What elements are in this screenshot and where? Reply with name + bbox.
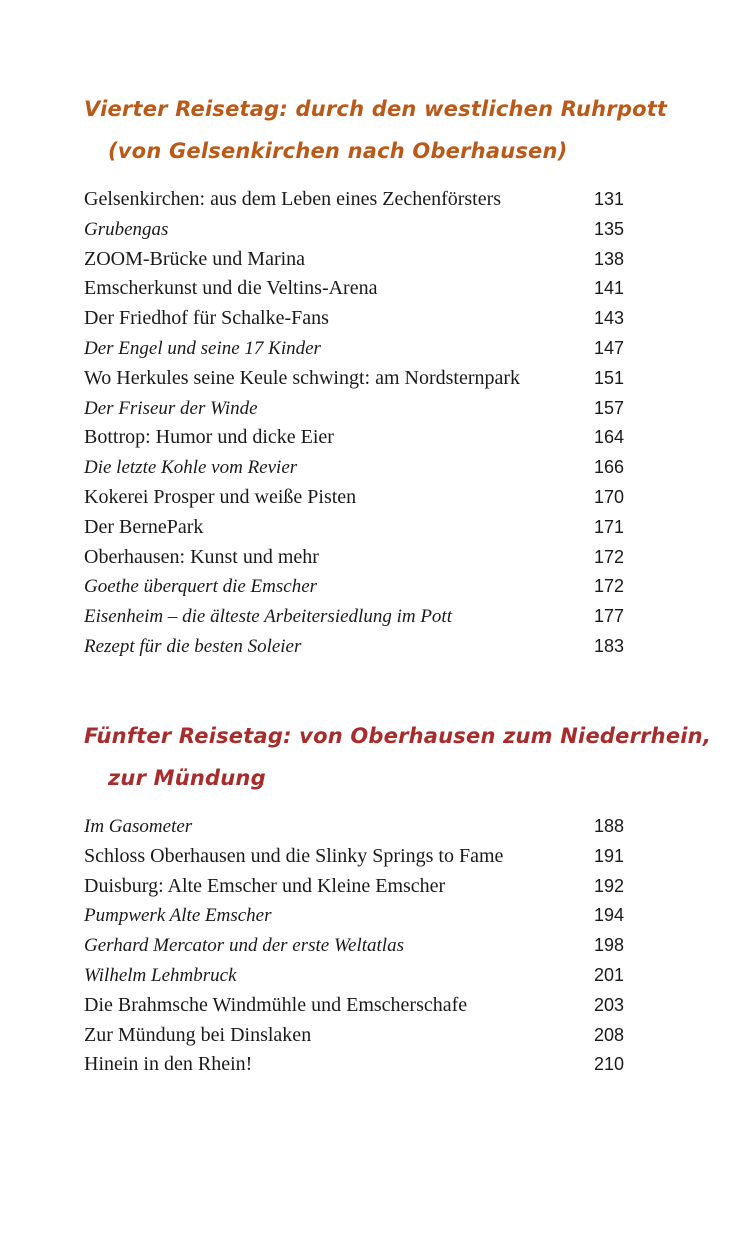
toc-entry-page-number: 131 (593, 189, 624, 209)
toc-entry-title: Grubengas (84, 218, 169, 240)
toc-entry-title: Wilhelm Lehmbruck (84, 964, 237, 986)
toc-entry-page-number: 172 (593, 546, 624, 567)
toc-entry-title: Pumpwerk Alte Emscher (84, 905, 272, 927)
toc-entry-title: Schloss Oberhausen und die Slinky Springs to Fame (84, 844, 504, 867)
toc-entry-page-number: 147 (593, 337, 624, 358)
toc-entry (84, 961, 624, 991)
toc-entry-title: Duisburg: Alte Emscher und Kleine Emscher (84, 874, 446, 897)
toc-entry-page-number: 164 (593, 427, 624, 448)
toc-entry (84, 185, 624, 215)
toc-entry (84, 394, 624, 424)
toc-entry-title: Kokerei Prosper und weiße Pisten (84, 485, 357, 508)
section-heading-line-2: (von Gelsenkirchen nach Oberhausen) (108, 139, 568, 163)
toc-section-day-5 (84, 715, 712, 1080)
toc-entry-title: Der BernePark (84, 515, 204, 538)
toc-entry (84, 483, 624, 513)
toc-entry-page-number: 143 (593, 308, 624, 329)
toc-entry-page-number: 183 (593, 635, 624, 656)
toc-entry-title: Emscherkunst und die Veltins-Arena (84, 277, 378, 300)
toc-entry-title: Gelsenkirchen: aus dem Leben eines Zechenförsters (84, 188, 502, 210)
section-heading (84, 715, 712, 799)
toc-entry (84, 931, 624, 961)
toc-entry-page-number: 177 (593, 606, 624, 627)
toc-entry (84, 364, 624, 394)
toc-entry (84, 453, 624, 483)
toc-entry-page-number: 198 (593, 935, 624, 956)
toc-entry-page-number: 170 (593, 486, 624, 507)
toc-entry-title: ZOOM-Brücke und Marina (84, 247, 306, 270)
toc-entry-list (84, 812, 624, 1080)
toc-entry (84, 872, 624, 902)
toc-entry-page-number: 208 (593, 1024, 624, 1045)
toc-entry-title: Eisenheim – die älteste Arbeitersiedlung im Pott (84, 606, 452, 628)
toc-entry (84, 991, 624, 1021)
toc-entry (84, 842, 624, 872)
toc-entry (84, 274, 624, 304)
toc-entry-title: Die letzte Kohle vom Revier (84, 457, 298, 479)
toc-entry-title: Gerhard Mercator und der erste Weltatlas (84, 935, 404, 957)
toc-entry (84, 513, 624, 543)
toc-entry-title: Der Friseur der Winde (84, 397, 258, 419)
toc-entry-title: Wo Herkules seine Keule schwingt: am Nordsternpark (84, 366, 521, 389)
toc-entry (84, 812, 624, 842)
toc-entry-page-number: 135 (593, 218, 624, 239)
toc-entry-title: Im Gasometer (84, 816, 193, 837)
toc-entry-page-number: 201 (593, 964, 624, 985)
toc-entry-page-number: 210 (593, 1054, 624, 1075)
toc-entry-page-number: 138 (593, 248, 624, 269)
section-heading-line-1: Fünfter Reisetag: von Oberhausen zum Niederrhein, (84, 724, 712, 748)
toc-entry-title: Rezept für die besten Soleier (84, 635, 302, 657)
toc-section-day-4 (84, 88, 668, 662)
section-heading-line-1: Vierter Reisetag: durch den westlichen Ruhrpott (84, 97, 668, 121)
toc-entry-page-number: 157 (593, 397, 624, 418)
toc-entry-title: Bottrop: Humor und dicke Eier (84, 426, 334, 449)
toc-entry-page-number: 194 (593, 905, 624, 926)
toc-entry-page-number: 166 (593, 457, 624, 478)
toc-entry-page-number: 171 (593, 516, 624, 537)
toc-entry-title: Goethe überquert die Emscher (84, 576, 318, 598)
toc-entry-title: Der Friedhof für Schalke-Fans (84, 307, 329, 330)
toc-entry (84, 1021, 624, 1051)
toc-entry (84, 901, 624, 931)
toc-entry-page-number: 192 (593, 875, 624, 896)
toc-entry (84, 334, 624, 364)
toc-entry (84, 572, 624, 602)
toc-entry (84, 1050, 624, 1080)
toc-entry-page-number: 188 (593, 816, 624, 836)
toc-entry-list (84, 185, 624, 662)
toc-entry (84, 245, 624, 275)
section-heading-line-2: zur Mündung (108, 766, 266, 790)
toc-entry (84, 543, 624, 573)
toc-entry-title: Zur Mündung bei Dinslaken (84, 1023, 312, 1046)
toc-entry-page-number: 203 (593, 994, 624, 1015)
toc-entry-page-number: 141 (593, 278, 624, 299)
toc-entry-page-number: 191 (593, 845, 624, 866)
toc-entry-page-number: 172 (593, 576, 624, 597)
toc-entry-title: Hinein in den Rhein! (84, 1053, 253, 1076)
section-heading (84, 88, 668, 172)
toc-entry (84, 632, 624, 662)
toc-entry (84, 423, 624, 453)
toc-entry (84, 304, 624, 334)
toc-entry (84, 602, 624, 632)
toc-entry-title: Oberhausen: Kunst und mehr (84, 545, 319, 568)
toc-entry (84, 215, 624, 245)
toc-entry-title: Die Brahmsche Windmühle und Emscherschafe (84, 993, 468, 1016)
toc-entry-title: Der Engel und seine 17 Kinder (84, 337, 321, 359)
toc-entry-page-number: 151 (593, 367, 624, 388)
